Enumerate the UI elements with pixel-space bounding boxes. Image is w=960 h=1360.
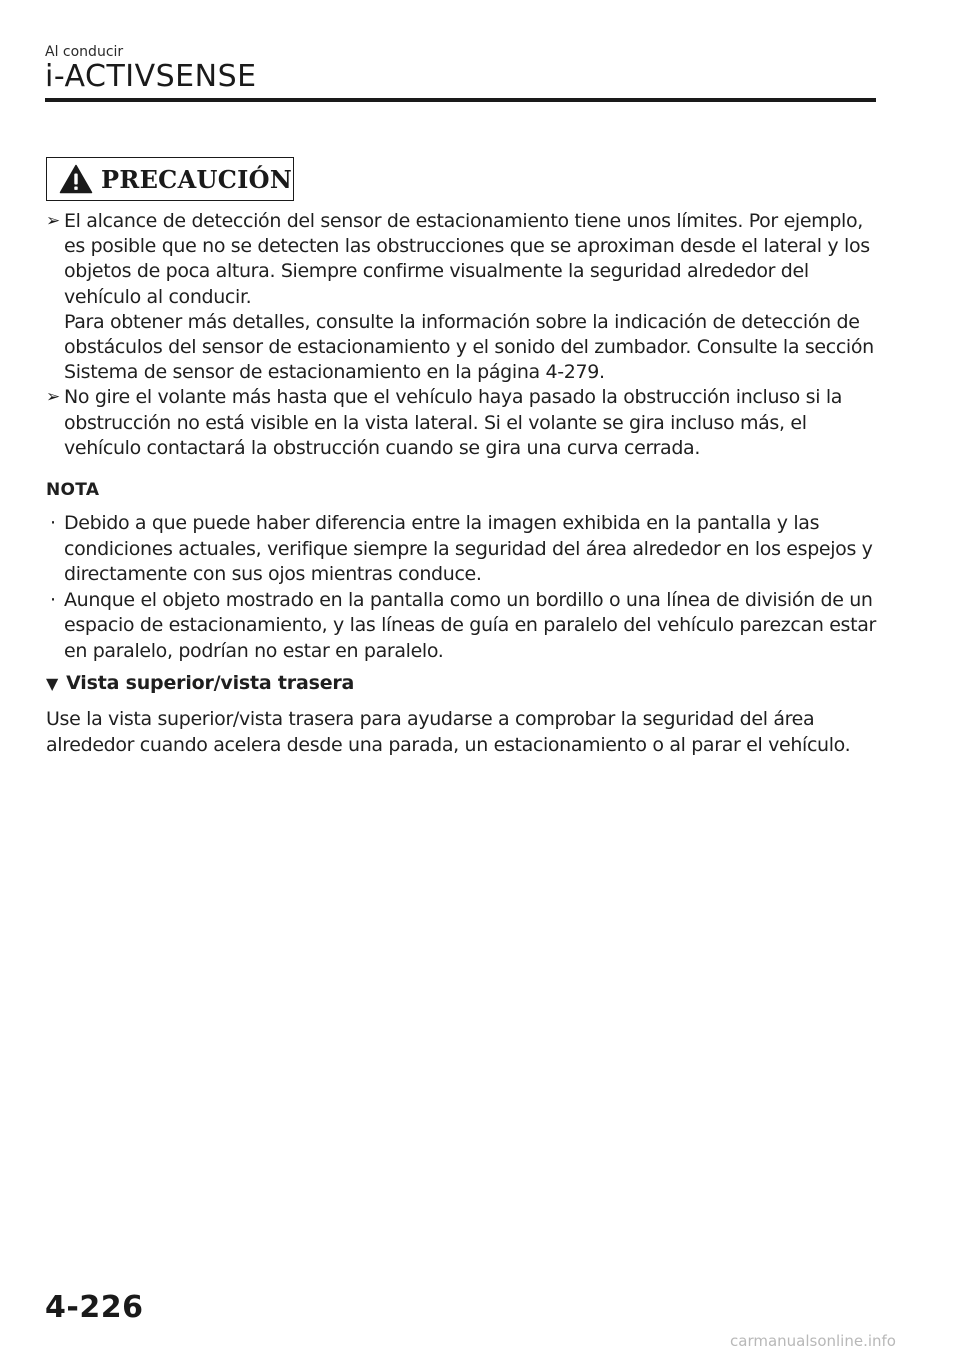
- warning-triangle-icon: [59, 164, 93, 194]
- note-list: [46, 511, 876, 665]
- note-item: [46, 511, 876, 588]
- caution-paragraph: Para obtener más detalles, consulte la información sobre la indicación de detección de obstáculos del sensor de estacionamiento y el sonido del zumbador. Consulte la sección Sistema de sensor de estacionamiento en la página 4-279.: [64, 310, 874, 384]
- section-title: i-ACTIVSENSE: [45, 59, 257, 94]
- page-header: [45, 44, 876, 94]
- header-divider: [45, 98, 876, 102]
- caution-paragraph: El alcance de detección del sensor de estacionamiento tiene unos límites. Por ejemplo, es posible que no se detecten las obstrucciones que se aproximan desde el lateral y los objetos de poca altura. Siempre confirme visualmente la seguridad alrededor del vehículo al conducir.: [64, 210, 870, 308]
- arrow-bullet-icon: ➢: [46, 387, 60, 408]
- caution-item: [46, 385, 876, 461]
- subsection-body: Use la vista superior/vista trasera para ayudarse a comprobar la seguridad del área alrededor cuando acelera desde una parada, un estacionamiento o al parar el vehículo.: [46, 708, 851, 756]
- caution-list: [46, 209, 876, 461]
- note-text: Debido a que puede haber diferencia entre la imagen exhibida en la pantalla y las condiciones actuales, verifique siempre la seguridad del área alrededor en los espejos y directamente con sus ojos mientras conduce.: [64, 512, 873, 586]
- triangle-down-icon: ▼: [46, 673, 59, 693]
- dot-bullet-icon: ·: [50, 588, 56, 611]
- caution-item: [46, 209, 876, 385]
- note-text: Aunque el objeto mostrado en la pantalla como un bordillo o una línea de división de un espacio de estacionamiento, y las líneas de guía en paralelo del vehículo parezcan estar en paralelo, podrían no estar en paralelo.: [64, 588, 876, 662]
- subsection-heading: [46, 672, 354, 694]
- chapter-label: Al conducir: [45, 44, 124, 60]
- note-heading: NOTA: [46, 480, 100, 500]
- caution-banner: [46, 157, 294, 201]
- dot-bullet-icon: ·: [50, 512, 56, 534]
- arrow-bullet-icon: ➢: [46, 211, 60, 231]
- caution-paragraph: No gire el volante más hasta que el vehículo haya pasado la obstrucción incluso si la obstrucción no está visible en la vista lateral. Si el volante se gira incluso más, el vehículo contactará la obstrucción cuando se gira una curva cerrada.: [64, 386, 843, 459]
- watermark: carmanualsonline.info: [730, 1332, 896, 1350]
- subsection-title: Vista superior/vista trasera: [66, 672, 355, 694]
- page-number: 4-226: [45, 1290, 144, 1325]
- note-item: [46, 588, 876, 665]
- caution-label: PRECAUCIÓN: [101, 164, 293, 194]
